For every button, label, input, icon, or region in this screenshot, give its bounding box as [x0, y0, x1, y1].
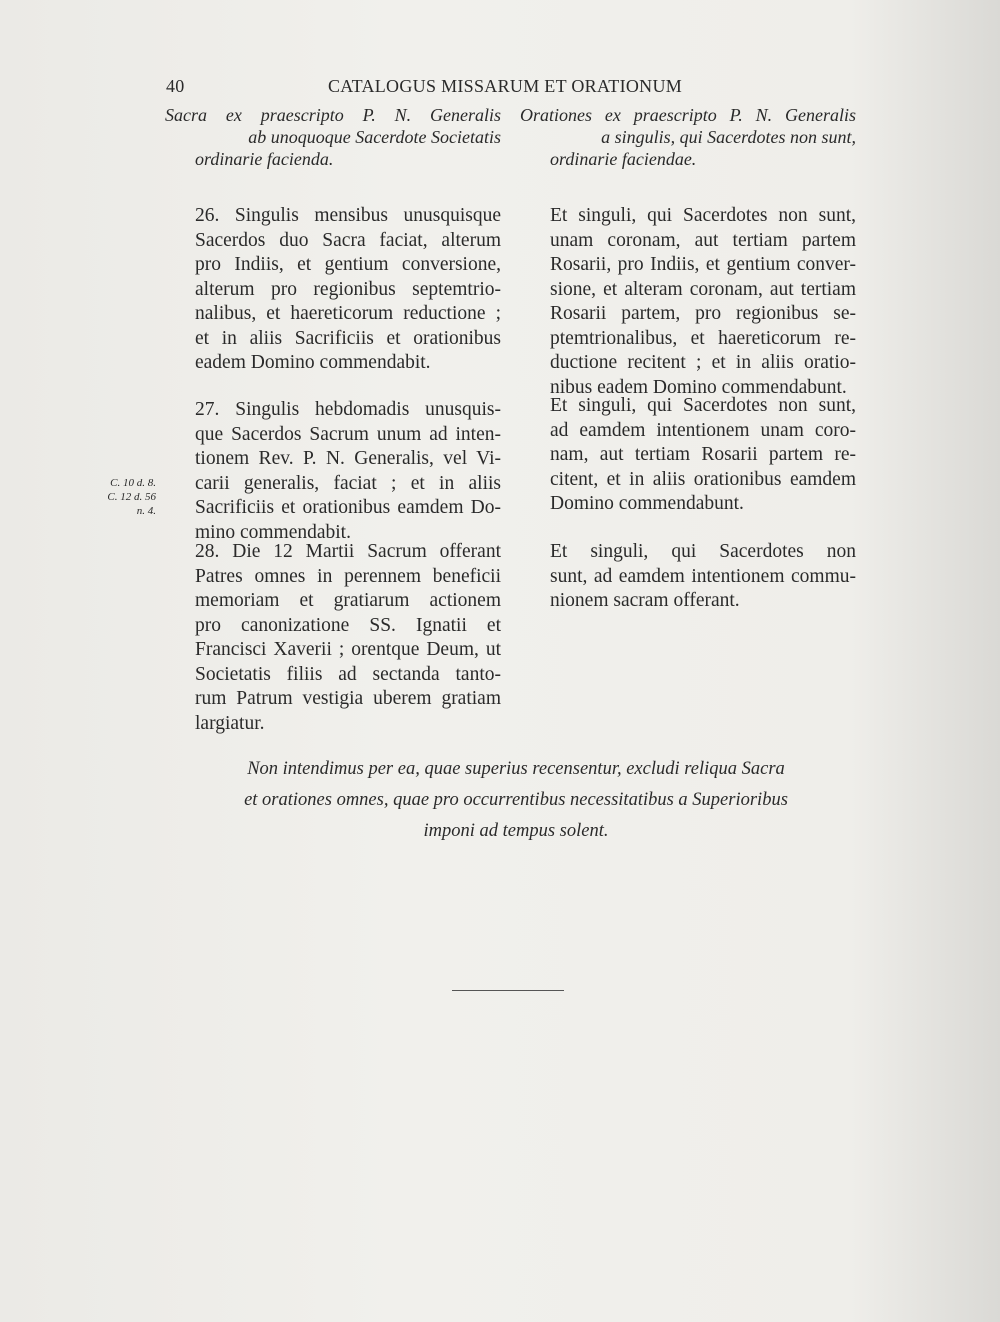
end-rule — [452, 990, 564, 991]
margin-reference — [60, 476, 156, 518]
paragraph-26: 26. Singulis mensibus unusquisque Sacerdos duo Sacra faciat, alterum pro Indiis, et gentium conversione, alterum pro regionibus septemtrio- nalibus, et haereticorum reductione ; et in aliis Sacrificiis et orationibus eadem Domino commendabit. — [195, 205, 501, 373]
right-paragraph-1: Et singuli, qui Sacerdotes non sunt, unam coronam, aut tertiam partem Rosarii, pro Indiis, et gentium conver- sione, et alteram coronam, aut tertiam Rosarii partem, pro regionibus se- ptemtrionalibus, et haereticorum re- ductione recitent ; et in aliis oratio- nibus eadem Domino commendabunt. — [550, 205, 856, 398]
paragraph-28: 28. Die 12 Martii Sacrum offerant Patres omnes in perennem beneficii memoriam et gratiarum actionem pro canonizatione SS. Ignatii et Francisci Xaverii ; orentque Deum, ut Societatis filiis ad sectanda tanto- rum Patrum vestigia uberem gratiam largiatur. — [195, 541, 501, 734]
paragraph-27: 27. Singulis hebdomadis unusquis- que Sacerdos Sacrum unum ad inten- tionem Rev. P. N. Generalis, vel Vi- carii generalis, faciat ; et in aliis Sacrificiis et orationibus eamdem Do- mino commendabit. — [195, 399, 501, 543]
margin-line: n. 4. — [136, 505, 156, 517]
left-column-heading: Sacra ex praescripto P. N. Generalis ab unoquoque Sacerdote Societatis ordinarie facienda. — [165, 105, 501, 169]
page-number: 40 — [166, 76, 185, 96]
right-column-heading: Orationes ex praescripto P. N. Generalis a singulis, qui Sacerdotes non sunt, ordinarie faciendae. — [520, 105, 856, 169]
margin-line: C. 12 d. 56 — [107, 491, 156, 503]
page-header — [166, 76, 866, 102]
right-paragraph-2: Et singuli, qui Sacerdotes non sunt, ad eamdem intentionem unam coro- nam, aut tertiam Rosarii partem re- citent, et in aliis orationibus eamdem Domino commendabunt. — [550, 395, 856, 514]
margin-line: C. 10 d. 8. — [110, 477, 156, 489]
running-title: CATALOGUS MISSARUM ET ORATIONUM — [328, 76, 683, 96]
left-column — [165, 104, 501, 734]
closing-note: Non intendimus per ea, quae superius recensentur, excludi reliqua Sacra et orationes omnes, quae pro occurrentibus necessitatibus a Superioribus imponi ad tempus solent. — [244, 759, 788, 841]
right-column — [520, 104, 856, 611]
right-paragraph-3: Et singuli, qui Sacerdotes non sunt, ad eamdem intentionem commu- nionem sacram offerant. — [550, 541, 856, 611]
